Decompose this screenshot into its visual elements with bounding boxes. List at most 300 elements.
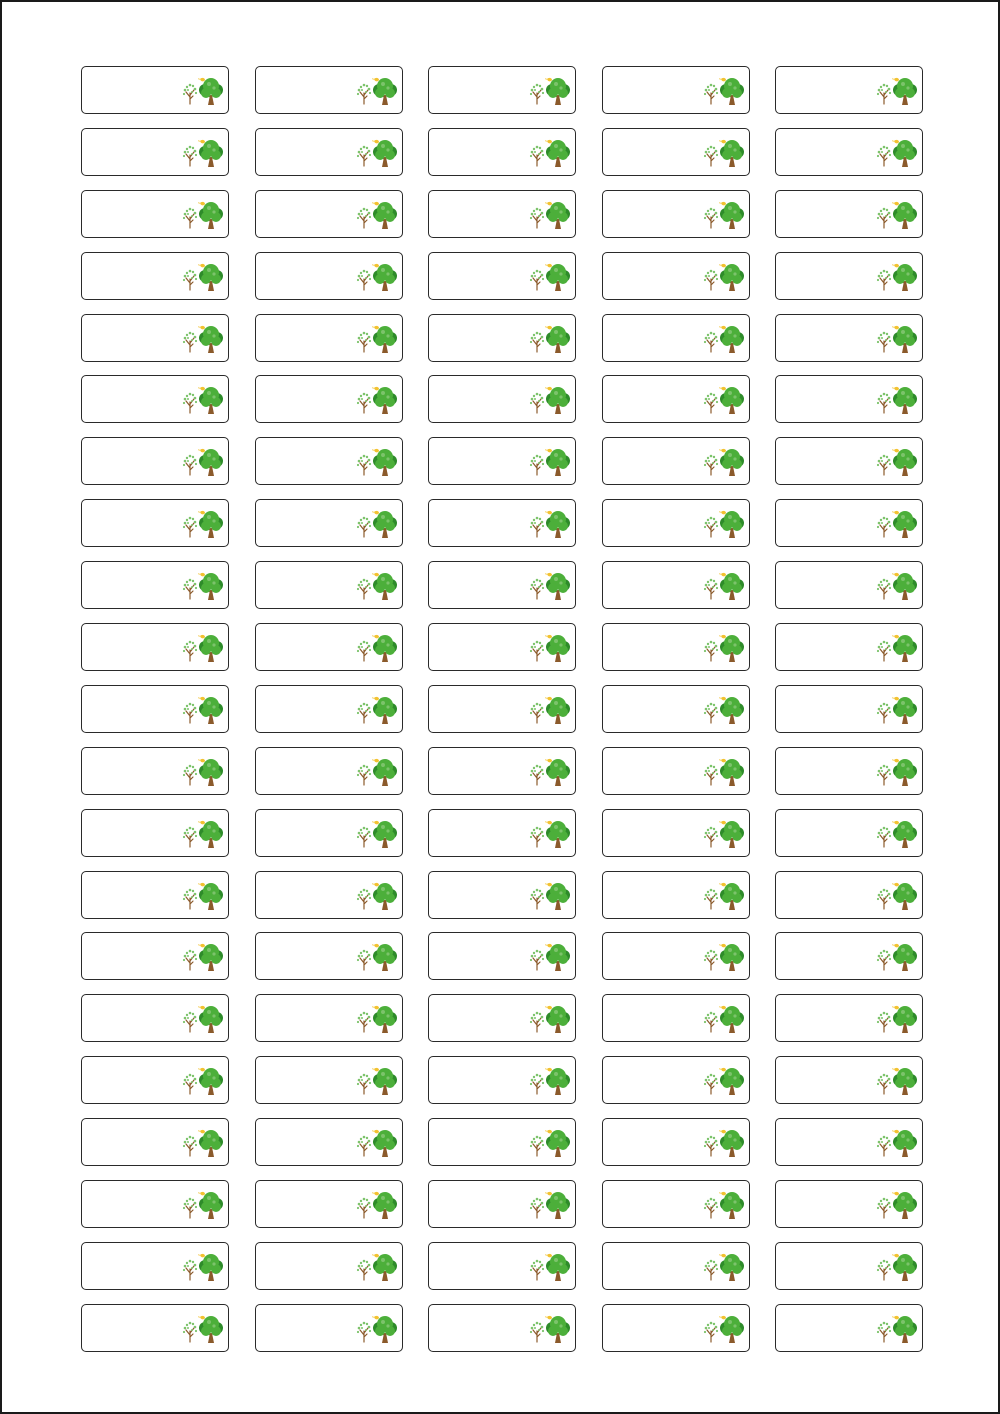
small-tree-icon xyxy=(356,269,370,289)
small-tree-icon xyxy=(877,950,891,970)
bird-icon xyxy=(545,944,552,947)
blank-label[interactable] xyxy=(255,623,403,671)
two-trees-icon xyxy=(702,324,746,354)
bird-icon xyxy=(545,140,552,143)
bird-icon xyxy=(892,821,899,824)
two-trees-icon xyxy=(355,757,399,787)
two-trees-icon xyxy=(875,76,919,106)
two-trees-icon xyxy=(875,1314,919,1344)
two-trees-icon xyxy=(528,1252,572,1282)
two-trees-icon xyxy=(702,138,746,168)
bird-icon xyxy=(892,1316,899,1319)
bird-icon xyxy=(372,387,379,390)
bird-icon xyxy=(545,573,552,576)
small-tree-icon xyxy=(356,888,370,908)
blank-label[interactable] xyxy=(81,437,229,485)
big-tree-icon xyxy=(720,78,744,105)
small-tree-icon xyxy=(183,517,197,537)
two-trees-icon xyxy=(355,200,399,230)
two-trees-icon xyxy=(702,571,746,601)
blank-label[interactable] xyxy=(255,252,403,300)
blank-label[interactable] xyxy=(602,932,750,980)
big-tree-icon xyxy=(199,1068,223,1095)
blank-label[interactable] xyxy=(81,1118,229,1166)
big-tree-icon xyxy=(373,697,397,724)
big-tree-icon xyxy=(199,697,223,724)
blank-label[interactable] xyxy=(81,1242,229,1290)
two-trees-icon xyxy=(355,1252,399,1282)
blank-label[interactable] xyxy=(775,623,923,671)
two-trees-icon xyxy=(355,262,399,292)
two-trees-icon xyxy=(181,76,225,106)
two-trees-icon xyxy=(702,695,746,725)
blank-label[interactable] xyxy=(775,561,923,609)
bird-icon xyxy=(198,511,205,514)
big-tree-icon xyxy=(546,1192,570,1219)
big-tree-icon xyxy=(199,140,223,167)
two-trees-icon xyxy=(181,1066,225,1096)
big-tree-icon xyxy=(199,883,223,910)
two-trees-icon xyxy=(875,881,919,911)
small-tree-icon xyxy=(183,146,197,166)
blank-label[interactable] xyxy=(602,128,750,176)
blank-label[interactable] xyxy=(81,685,229,733)
bird-icon xyxy=(719,1068,726,1071)
two-trees-icon xyxy=(875,1066,919,1096)
two-trees-icon xyxy=(528,76,572,106)
blank-label[interactable] xyxy=(602,561,750,609)
small-tree-icon xyxy=(183,703,197,723)
blank-label[interactable] xyxy=(428,994,576,1042)
small-tree-icon xyxy=(356,950,370,970)
big-tree-icon xyxy=(546,78,570,105)
two-trees-icon xyxy=(875,324,919,354)
bird-icon xyxy=(198,78,205,81)
small-tree-icon xyxy=(356,146,370,166)
blank-label[interactable] xyxy=(255,561,403,609)
blank-label[interactable] xyxy=(255,994,403,1042)
blank-label[interactable] xyxy=(428,499,576,547)
blank-label[interactable] xyxy=(602,190,750,238)
blank-label[interactable] xyxy=(602,1304,750,1352)
blank-label[interactable] xyxy=(602,623,750,671)
big-tree-icon xyxy=(199,78,223,105)
bird-icon xyxy=(198,264,205,267)
blank-label[interactable] xyxy=(428,437,576,485)
blank-label[interactable] xyxy=(255,128,403,176)
bird-icon xyxy=(545,821,552,824)
big-tree-icon xyxy=(373,944,397,971)
blank-label[interactable] xyxy=(602,499,750,547)
big-tree-icon xyxy=(373,821,397,848)
blank-label[interactable] xyxy=(775,1056,923,1104)
blank-label[interactable] xyxy=(255,871,403,919)
blank-label[interactable] xyxy=(428,685,576,733)
blank-label[interactable] xyxy=(428,1056,576,1104)
blank-label[interactable] xyxy=(428,1118,576,1166)
big-tree-icon xyxy=(720,573,744,600)
small-tree-icon xyxy=(703,764,717,784)
blank-label[interactable] xyxy=(602,871,750,919)
blank-label[interactable] xyxy=(81,1056,229,1104)
two-trees-icon xyxy=(875,942,919,972)
two-trees-icon xyxy=(528,447,572,477)
bird-icon xyxy=(719,1254,726,1257)
big-tree-icon xyxy=(199,573,223,600)
blank-label[interactable] xyxy=(428,1304,576,1352)
blank-label[interactable] xyxy=(81,932,229,980)
blank-label[interactable] xyxy=(428,809,576,857)
two-trees-icon xyxy=(875,509,919,539)
two-trees-icon xyxy=(528,757,572,787)
bird-icon xyxy=(198,1192,205,1195)
blank-label[interactable] xyxy=(775,685,923,733)
bird-icon xyxy=(719,1130,726,1133)
big-tree-icon xyxy=(893,635,917,662)
blank-label[interactable] xyxy=(81,1304,229,1352)
bird-icon xyxy=(372,1068,379,1071)
blank-label[interactable] xyxy=(81,252,229,300)
small-tree-icon xyxy=(356,1012,370,1032)
small-tree-icon xyxy=(703,950,717,970)
blank-label[interactable] xyxy=(775,809,923,857)
blank-label[interactable] xyxy=(428,623,576,671)
bird-icon xyxy=(198,387,205,390)
two-trees-icon xyxy=(181,262,225,292)
small-tree-icon xyxy=(877,1074,891,1094)
two-trees-icon xyxy=(528,200,572,230)
small-tree-icon xyxy=(877,888,891,908)
small-tree-icon xyxy=(356,393,370,413)
blank-label[interactable] xyxy=(255,809,403,857)
blank-label[interactable] xyxy=(255,437,403,485)
blank-label[interactable] xyxy=(81,66,229,114)
two-trees-icon xyxy=(181,1004,225,1034)
big-tree-icon xyxy=(373,573,397,600)
blank-label[interactable] xyxy=(602,747,750,795)
two-trees-icon xyxy=(528,1314,572,1344)
bird-icon xyxy=(198,697,205,700)
small-tree-icon xyxy=(703,517,717,537)
small-tree-icon xyxy=(356,641,370,661)
blank-label[interactable] xyxy=(81,314,229,362)
bird-icon xyxy=(198,140,205,143)
big-tree-icon xyxy=(373,202,397,229)
big-tree-icon xyxy=(893,326,917,353)
blank-label[interactable] xyxy=(81,561,229,609)
big-tree-icon xyxy=(720,449,744,476)
small-tree-icon xyxy=(703,579,717,599)
bird-icon xyxy=(545,882,552,885)
two-trees-icon xyxy=(702,881,746,911)
big-tree-icon xyxy=(199,1192,223,1219)
small-tree-icon xyxy=(183,1136,197,1156)
blank-label[interactable] xyxy=(428,747,576,795)
blank-label[interactable] xyxy=(255,499,403,547)
blank-label[interactable] xyxy=(81,499,229,547)
small-tree-icon xyxy=(877,641,891,661)
bird-icon xyxy=(372,759,379,762)
small-tree-icon xyxy=(183,1260,197,1280)
blank-label[interactable] xyxy=(775,1180,923,1228)
big-tree-icon xyxy=(893,1316,917,1343)
bird-icon xyxy=(892,78,899,81)
blank-label[interactable] xyxy=(602,252,750,300)
big-tree-icon xyxy=(199,635,223,662)
small-tree-icon xyxy=(877,146,891,166)
bird-icon xyxy=(892,697,899,700)
blank-label[interactable] xyxy=(255,1242,403,1290)
big-tree-icon xyxy=(546,326,570,353)
blank-label[interactable] xyxy=(428,871,576,919)
two-trees-icon xyxy=(528,324,572,354)
bird-icon xyxy=(545,78,552,81)
bird-icon xyxy=(892,1006,899,1009)
blank-label[interactable] xyxy=(602,809,750,857)
small-tree-icon xyxy=(530,1260,544,1280)
blank-label[interactable] xyxy=(775,994,923,1042)
big-tree-icon xyxy=(373,387,397,414)
big-tree-icon xyxy=(373,759,397,786)
big-tree-icon xyxy=(546,1130,570,1157)
blank-label[interactable] xyxy=(602,66,750,114)
blank-label[interactable] xyxy=(255,685,403,733)
small-tree-icon xyxy=(183,826,197,846)
blank-label[interactable] xyxy=(81,994,229,1042)
big-tree-icon xyxy=(546,1316,570,1343)
blank-label[interactable] xyxy=(428,375,576,423)
two-trees-icon xyxy=(702,633,746,663)
two-trees-icon xyxy=(528,385,572,415)
small-tree-icon xyxy=(877,1322,891,1342)
blank-label[interactable] xyxy=(428,561,576,609)
two-trees-icon xyxy=(181,324,225,354)
bird-icon xyxy=(372,882,379,885)
blank-label[interactable] xyxy=(775,66,923,114)
small-tree-icon xyxy=(356,331,370,351)
bird-icon xyxy=(545,1068,552,1071)
blank-label[interactable] xyxy=(428,932,576,980)
big-tree-icon xyxy=(373,1316,397,1343)
blank-label[interactable] xyxy=(255,314,403,362)
small-tree-icon xyxy=(530,1322,544,1342)
two-trees-icon xyxy=(875,757,919,787)
small-tree-icon xyxy=(877,703,891,723)
bird-icon xyxy=(198,635,205,638)
blank-label[interactable] xyxy=(602,1242,750,1290)
blank-label[interactable] xyxy=(775,252,923,300)
blank-label[interactable] xyxy=(255,1118,403,1166)
bird-icon xyxy=(719,140,726,143)
blank-label[interactable] xyxy=(255,1304,403,1352)
blank-label[interactable] xyxy=(428,128,576,176)
two-trees-icon xyxy=(181,571,225,601)
big-tree-icon xyxy=(199,1254,223,1281)
small-tree-icon xyxy=(183,1322,197,1342)
big-tree-icon xyxy=(720,1130,744,1157)
blank-label[interactable] xyxy=(775,190,923,238)
two-trees-icon xyxy=(355,819,399,849)
two-trees-icon xyxy=(181,1314,225,1344)
small-tree-icon xyxy=(877,579,891,599)
bird-icon xyxy=(719,635,726,638)
bird-icon xyxy=(719,449,726,452)
blank-label[interactable] xyxy=(428,1242,576,1290)
big-tree-icon xyxy=(373,264,397,291)
big-tree-icon xyxy=(546,1068,570,1095)
blank-label[interactable] xyxy=(81,375,229,423)
bird-icon xyxy=(372,202,379,205)
blank-label[interactable] xyxy=(602,437,750,485)
blank-label[interactable] xyxy=(81,747,229,795)
two-trees-icon xyxy=(181,447,225,477)
two-trees-icon xyxy=(181,942,225,972)
bird-icon xyxy=(719,697,726,700)
bird-icon xyxy=(719,944,726,947)
two-trees-icon xyxy=(181,385,225,415)
blank-label[interactable] xyxy=(775,871,923,919)
blank-label[interactable] xyxy=(602,314,750,362)
bird-icon xyxy=(372,573,379,576)
big-tree-icon xyxy=(546,821,570,848)
blank-label[interactable] xyxy=(602,685,750,733)
blank-label[interactable] xyxy=(775,314,923,362)
bird-icon xyxy=(372,140,379,143)
big-tree-icon xyxy=(893,573,917,600)
small-tree-icon xyxy=(530,517,544,537)
big-tree-icon xyxy=(893,821,917,848)
blank-label[interactable] xyxy=(602,1180,750,1228)
small-tree-icon xyxy=(356,455,370,475)
blank-label[interactable] xyxy=(602,1056,750,1104)
two-trees-icon xyxy=(528,942,572,972)
blank-label[interactable] xyxy=(775,128,923,176)
blank-label[interactable] xyxy=(775,1304,923,1352)
two-trees-icon xyxy=(355,881,399,911)
small-tree-icon xyxy=(183,950,197,970)
bird-icon xyxy=(892,1130,899,1133)
big-tree-icon xyxy=(373,78,397,105)
small-tree-icon xyxy=(877,826,891,846)
small-tree-icon xyxy=(530,207,544,227)
small-tree-icon xyxy=(703,393,717,413)
blank-label[interactable] xyxy=(428,1180,576,1228)
bird-icon xyxy=(545,635,552,638)
big-tree-icon xyxy=(373,635,397,662)
small-tree-icon xyxy=(703,455,717,475)
two-trees-icon xyxy=(181,138,225,168)
blank-label[interactable] xyxy=(81,623,229,671)
big-tree-icon xyxy=(720,264,744,291)
two-trees-icon xyxy=(702,76,746,106)
small-tree-icon xyxy=(530,331,544,351)
bird-icon xyxy=(719,573,726,576)
big-tree-icon xyxy=(893,140,917,167)
blank-label[interactable] xyxy=(255,1180,403,1228)
big-tree-icon xyxy=(720,759,744,786)
small-tree-icon xyxy=(530,950,544,970)
bird-icon xyxy=(198,202,205,205)
two-trees-icon xyxy=(181,819,225,849)
small-tree-icon xyxy=(703,1260,717,1280)
blank-label[interactable] xyxy=(255,1056,403,1104)
small-tree-icon xyxy=(183,455,197,475)
blank-label[interactable] xyxy=(81,190,229,238)
two-trees-icon xyxy=(528,1004,572,1034)
bird-icon xyxy=(545,1192,552,1195)
blank-label[interactable] xyxy=(602,375,750,423)
blank-label[interactable] xyxy=(775,747,923,795)
blank-label[interactable] xyxy=(428,190,576,238)
blank-label[interactable] xyxy=(81,809,229,857)
blank-label[interactable] xyxy=(775,1118,923,1166)
two-trees-icon xyxy=(702,1190,746,1220)
blank-label[interactable] xyxy=(428,314,576,362)
blank-label[interactable] xyxy=(255,932,403,980)
small-tree-icon xyxy=(703,84,717,104)
two-trees-icon xyxy=(875,1004,919,1034)
small-tree-icon xyxy=(703,703,717,723)
blank-label[interactable] xyxy=(255,190,403,238)
blank-label[interactable] xyxy=(81,1180,229,1228)
blank-label[interactable] xyxy=(775,375,923,423)
big-tree-icon xyxy=(720,697,744,724)
two-trees-icon xyxy=(528,571,572,601)
blank-label[interactable] xyxy=(255,375,403,423)
blank-label[interactable] xyxy=(81,871,229,919)
blank-label[interactable] xyxy=(255,66,403,114)
two-trees-icon xyxy=(702,1314,746,1344)
small-tree-icon xyxy=(703,207,717,227)
bird-icon xyxy=(719,202,726,205)
small-tree-icon xyxy=(877,207,891,227)
big-tree-icon xyxy=(199,1006,223,1033)
big-tree-icon xyxy=(373,1068,397,1095)
blank-label[interactable] xyxy=(602,1118,750,1166)
small-tree-icon xyxy=(183,393,197,413)
bird-icon xyxy=(892,202,899,205)
big-tree-icon xyxy=(546,140,570,167)
blank-label[interactable] xyxy=(602,994,750,1042)
two-trees-icon xyxy=(702,1252,746,1282)
blank-label[interactable] xyxy=(428,66,576,114)
two-trees-icon xyxy=(875,571,919,601)
blank-label[interactable] xyxy=(775,1242,923,1290)
big-tree-icon xyxy=(893,449,917,476)
big-tree-icon xyxy=(199,759,223,786)
blank-label[interactable] xyxy=(775,499,923,547)
blank-label[interactable] xyxy=(81,128,229,176)
small-tree-icon xyxy=(703,1074,717,1094)
blank-label[interactable] xyxy=(428,252,576,300)
two-trees-icon xyxy=(181,1252,225,1282)
two-trees-icon xyxy=(355,1066,399,1096)
big-tree-icon xyxy=(199,821,223,848)
blank-label[interactable] xyxy=(775,437,923,485)
bird-icon xyxy=(719,511,726,514)
big-tree-icon xyxy=(720,821,744,848)
small-tree-icon xyxy=(356,517,370,537)
big-tree-icon xyxy=(546,449,570,476)
two-trees-icon xyxy=(702,509,746,539)
small-tree-icon xyxy=(183,84,197,104)
two-trees-icon xyxy=(355,633,399,663)
blank-label[interactable] xyxy=(255,747,403,795)
small-tree-icon xyxy=(703,1012,717,1032)
two-trees-icon xyxy=(355,571,399,601)
blank-label[interactable] xyxy=(775,932,923,980)
bird-icon xyxy=(892,511,899,514)
